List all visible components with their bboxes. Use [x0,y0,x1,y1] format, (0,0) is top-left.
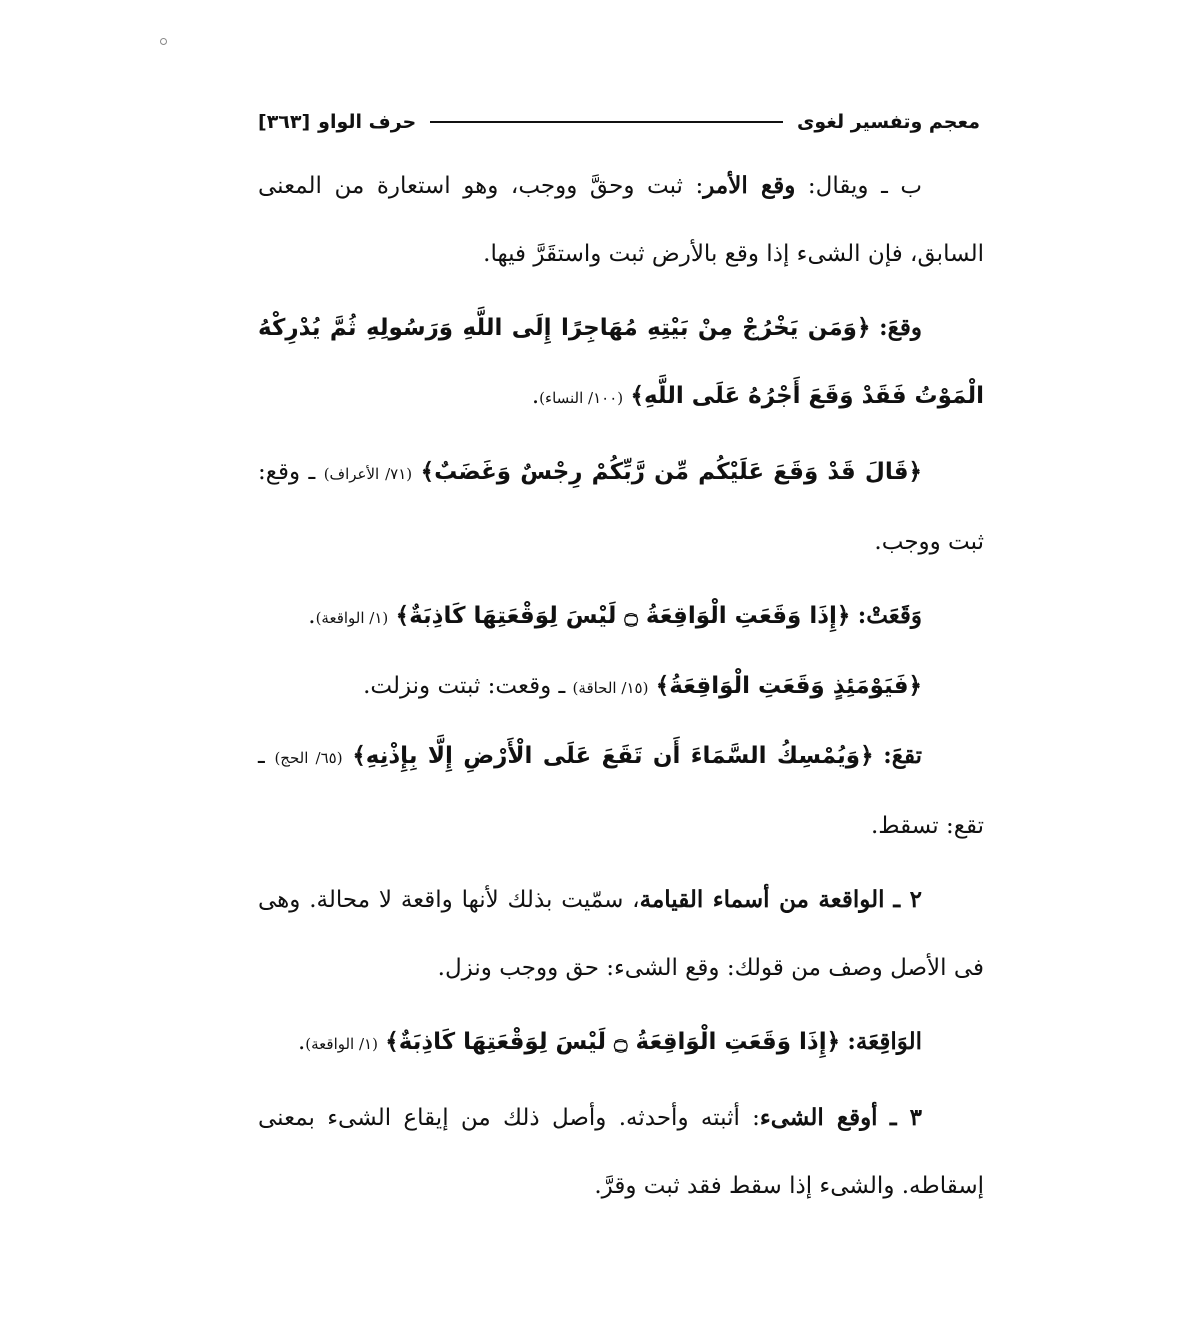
paragraph-2 [258,866,984,1002]
verse-3 [258,582,984,652]
scan-speck [160,38,167,45]
v2-tail: ـ وقع: ثبت ووجب. [258,459,984,555]
v4-verse: ﴿فَيَوْمَئِذٍ وَقَعَتِ الْوَاقِعَةُ﴾ [655,673,922,699]
v6-word: الوَاقِعَة: [847,1028,922,1055]
verse-6 [258,1008,984,1078]
v3-word: وَقَعَتْ: [857,602,922,629]
chapter-title: حرف الواو [318,111,417,133]
v6-ref: (١/ الواقعة) [305,1035,378,1053]
v3-tail: . [308,603,316,629]
v4-ref: (١٥/ الحاقة) [572,679,649,697]
v1-word: وقعَ: [879,314,922,341]
verse-5 [258,722,984,860]
page-body [258,152,984,1220]
v5-word: تقعَ: [883,742,923,769]
v2-verse: ﴿قَالَ قَدْ وَقَعَ عَلَيْكُم مِّن رَّبِّكُمْ رِجْسٌ وَغَضَبٌ﴾ [420,459,922,485]
v2-ref: (٧١/ الأعراف) [323,465,413,483]
verse-2 [258,438,984,576]
p2-num: ٢ ـ [893,886,923,913]
book-title: معجم وتفسير لغوى [796,111,980,133]
v3-verse: ﴿إِذَا وَقَعَتِ الْوَاقِعَةُ ۝ لَيْسَ لِوَقْعَتِهَا كَاذِبَةٌ﴾ [395,603,851,629]
p3-text: : أثبته وأحدثه. وأصل ذلك من إيقاع الشىء بمعنى إسقاطه. والشىء إذا سقط فقد ثبت وقرَّ. [258,1105,984,1199]
p2-term: الواقعة من أسماء القيامة [639,886,885,913]
p2-text: ، سمّيت بذلك لأنها واقعة لا محالة. وهى فى الأصل وصف من قولك: وقع الشىء: حق ووجب ونزل. [258,887,984,981]
page-header [258,104,980,140]
v1-tail: . [531,383,540,409]
verse-4 [258,652,984,722]
p1-text: : ثبت وحقَّ ووجب، وهو استعارة من المعنى السابق، فإن الشىء إذا وقع بالأرض ثبت واستقَرَّ فيها. [258,173,984,267]
header-rule [430,121,783,123]
verse-1 [258,294,984,432]
p3-term: أوقع الشىء [759,1104,878,1131]
v5-ref: (٦٥/ الحج) [274,749,343,767]
paragraph-3 [258,1084,984,1220]
v1-verse: ﴿وَمَن يَخْرُجْ مِنْ بَيْتِهِ مُهَاجِرًا إِلَى اللَّهِ وَرَسُولِهِ ثُمَّ يُدْرِكْهُ الْمَوْتُ فَقَدْ وَقَعَ أَجْرُهُ عَلَى اللَّهِ﴾ [258,315,984,409]
p1-term: وقع الأمر [703,172,796,199]
page-number: [٣٦٣] [258,111,311,133]
paragraph-1 [258,152,984,288]
v6-verse: ﴿إِذَا وَقَعَتِ الْوَاقِعَةُ ۝ لَيْسَ لِوَقْعَتِهَا كَاذِبَةٌ﴾ [385,1029,841,1055]
v4-tail: ـ وقعت: ثبتت ونزلت. [363,673,566,699]
v5-tail: ـ تقع: تسقط. [258,743,984,839]
v6-tail: . [297,1029,306,1055]
p3-num: ٣ ـ [889,1104,922,1131]
v3-ref: (١/ الواقعة) [315,609,389,627]
v5-verse: ﴿وَيُمْسِكُ السَّمَاءَ أَن تَقَعَ عَلَى الْأَرْضِ إِلَّا بِإِذْنِهِ﴾ [352,743,874,769]
v1-ref: (١٠٠/ النساء) [539,389,624,407]
p1-lead: ب ـ ويقال: [807,173,923,199]
